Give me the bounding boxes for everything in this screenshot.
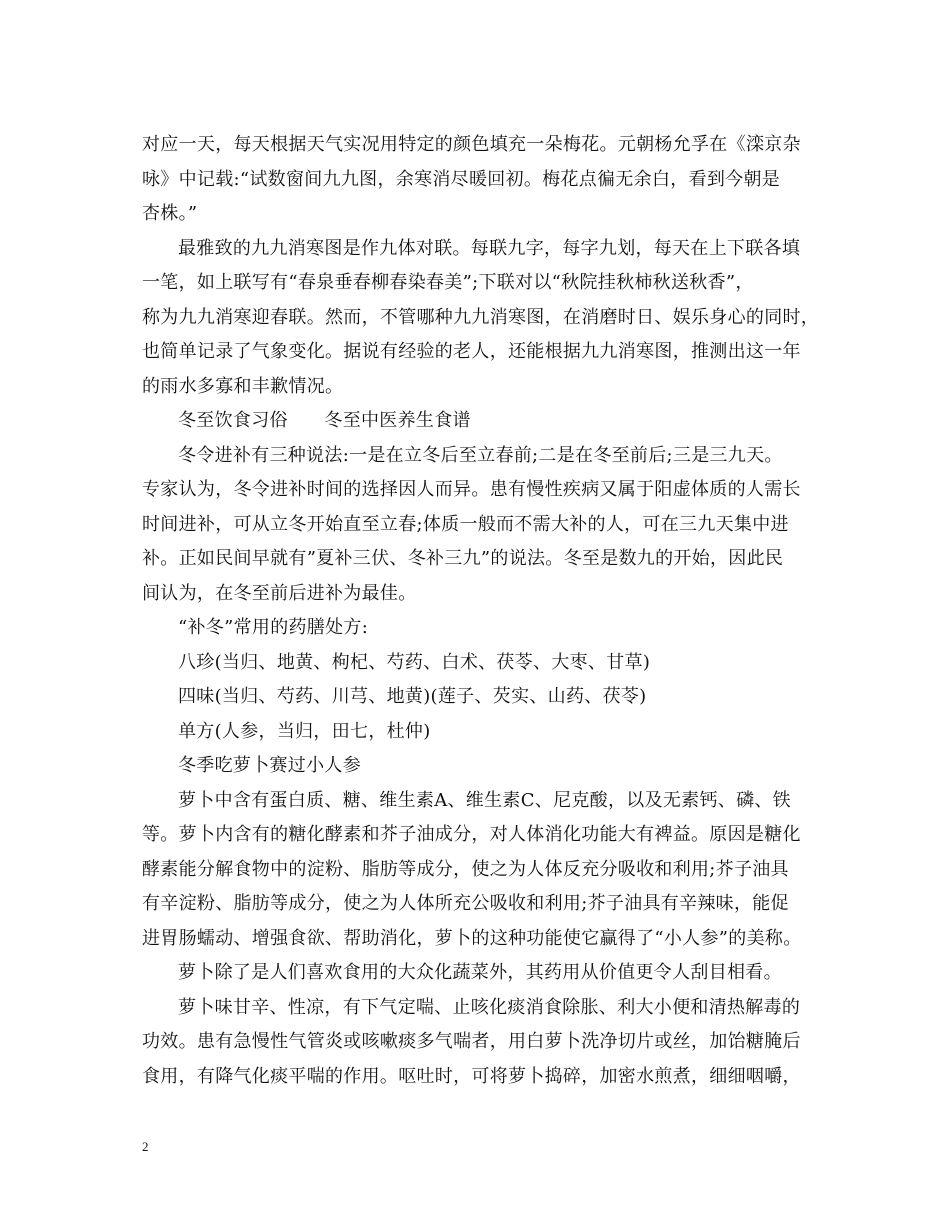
text-line: 进胃肠蠕动、增强食欲、帮助消化，萝卜的这种功能使它赢得了“小人参”的美称。: [142, 927, 802, 949]
recipe-item: 八珍(当归、地黄、枸杞、芍药、白术、茯苓、大枣、甘草): [178, 651, 651, 673]
text-line: 酵素能分解食物中的淀粉、脂肪等成分，使之为人体反充分吸收和利用;芥子油具: [142, 858, 789, 880]
text-line: 时间进补，可从立冬开始直至立春;体质一般而不需大补的人，可在三九天集中进: [142, 513, 789, 535]
paragraph-start-line: 最雅致的九九消寒图是作九体对联。每联九字，每字九划，每天在上下联各填: [178, 237, 801, 259]
text-line: 的雨水多寡和丰歉情况。: [142, 375, 344, 397]
text-line: 杏株。”: [142, 203, 198, 224]
text-line: 功效。患有急慢性气管炎或咳嗽痰多气喘者，用白萝卜洗净切片或丝，加饴糖腌后: [142, 1031, 801, 1052]
text-line: 也简单记录了气象变化。据说有经验的老人，还能根据九九消寒图，推测出这一年: [142, 341, 801, 362]
section-heading: 冬至饮食习俗 冬至中医养生食谱: [178, 410, 471, 431]
document-body: [142, 128, 822, 1094]
recipe-list-heading: “补冬”常用的药膳处方:: [178, 617, 369, 638]
paragraph-start-line: 冬令进补有三种说法:一是在立冬后至立春前;二是在冬至前后;三是三九天。: [178, 444, 783, 466]
section-heading: 冬季吃萝卜赛过小人参: [178, 755, 361, 776]
text-line: 补。正如民间早就有”夏补三伏、冬补三九”的说法。冬至是数九的开始，因此民: [142, 548, 784, 569]
text-line: 专家认为，冬令进补时间的选择因人而异。患有慢性疾病又属于阳虚体质的人需长: [142, 479, 801, 500]
paragraph-start-line: 萝卜除了是人们喜欢食用的大众化蔬菜外，其药用从价值更令人刮目相看。: [178, 962, 782, 983]
text-line: 称为九九消寒迎春联。然而，不管哪种九九消寒图，在消磨时日、娱乐身心的同时，: [142, 306, 820, 328]
paragraph-start-line: 萝卜味甘辛、性凉，有下气定喘、止咳化痰消食除胀、利大小便和清热解毒的: [178, 996, 801, 1018]
page-number: 2: [142, 1139, 149, 1154]
text-line: 对应一天，每天根据天气实况用特定的颜色填充一朵梅花。元朝杨允孚在《滦京杂: [142, 134, 801, 155]
text-line: 一笔，如上联写有“春泉垂春柳春染春美”;下联对以“秋院挂秋柿秋送秋香”，: [142, 272, 754, 293]
text-line: 等。萝卜内含有的糖化酵素和芥子油成分，对人体消化功能大有裨益。原因是糖化: [142, 824, 801, 845]
text-line: 有辛淀粉、脂肪等成分，使之为人体所充公吸收和利用;芥子油具有辛辣味，能促: [142, 893, 789, 914]
recipe-item: 单方(人参，当归，田七，杜仲): [178, 720, 431, 742]
text-line: 食用，有降气化痰平喘的作用。呕吐时，可将萝卜捣碎，加密水煎煮，细细咽嚼，: [142, 1065, 801, 1087]
text-line: 间认为，在冬至前后进补为最佳。: [142, 582, 417, 604]
paragraph-start-line: 萝卜中含有蛋白质、糖、维生素A、维生素C、尼克酸，以及无素钙、磷、铁: [178, 789, 791, 811]
recipe-item: 四味(当归、芍药、川芎、地黄)(莲子、芡实、山药、茯苓): [178, 686, 647, 707]
text-line: 咏》中记载:“试数窗间九九图，余寒消尽暖回初。梅花点徧无余白，看到今朝是: [142, 168, 781, 190]
